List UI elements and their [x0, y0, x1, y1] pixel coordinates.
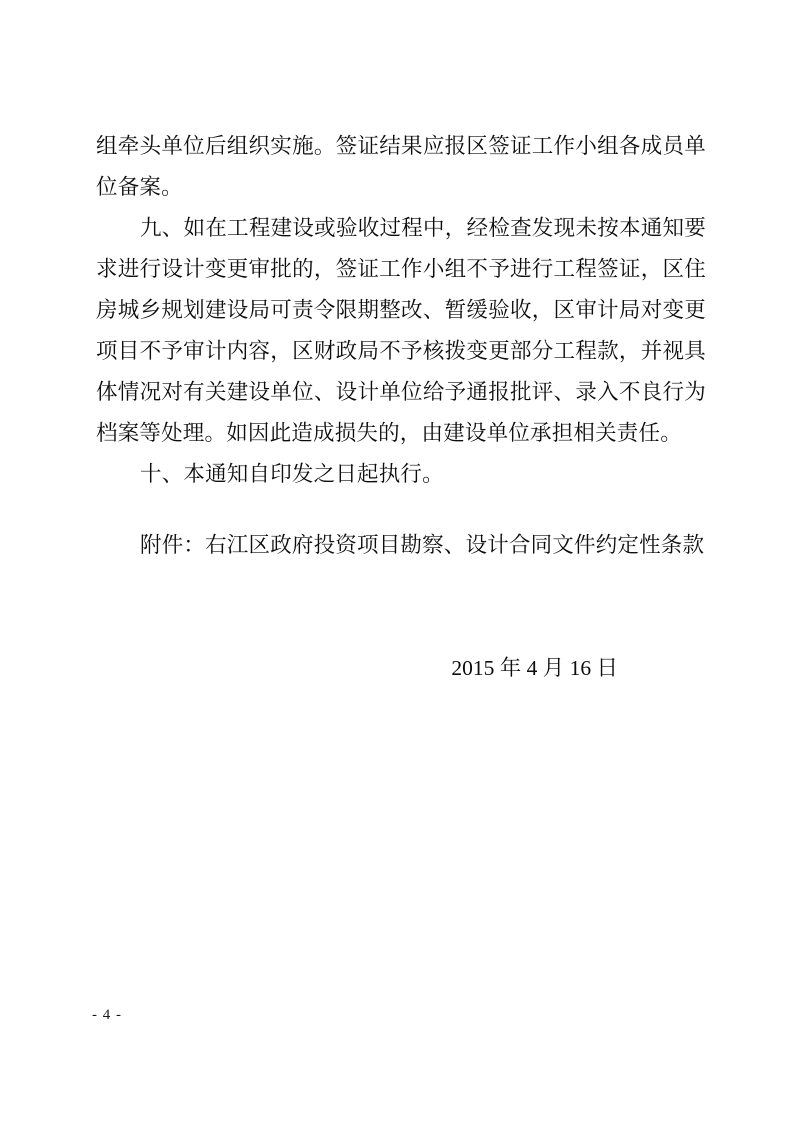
- document-date: 2015 年 4 月 16 日: [451, 656, 618, 680]
- page-number: - 4 -: [92, 1007, 122, 1023]
- paragraph-spacer: [96, 495, 706, 525]
- paragraph-continued: 组牵头单位后组织实施。签证结果应报区签证工作小组各成员单位备案。: [96, 134, 706, 199]
- paragraph-item-nine: 九、如在工程建设或验收过程中，经检查发现未按本通知要求进行设计变更审批的，签证工作小组不予进行工程签证，区住房城乡规划建设局可责令限期整改、暂缓验收，区审计局对变更项目不予审计内容，区财政局不予核拨变更部分工程款，并视具体情况对有关建设单位、设计单位给予通报批评、录入不良行为档案等处理。如因此造成损失的，由建设单位承担相关责任。: [96, 216, 706, 445]
- paragraph-attachment: 附件：右江区政府投资项目勘察、设计合同文件约定性条款: [140, 533, 705, 557]
- document-body: [96, 126, 706, 566]
- paragraph-item-ten: 十、本通知自印发之日起执行。: [140, 462, 444, 486]
